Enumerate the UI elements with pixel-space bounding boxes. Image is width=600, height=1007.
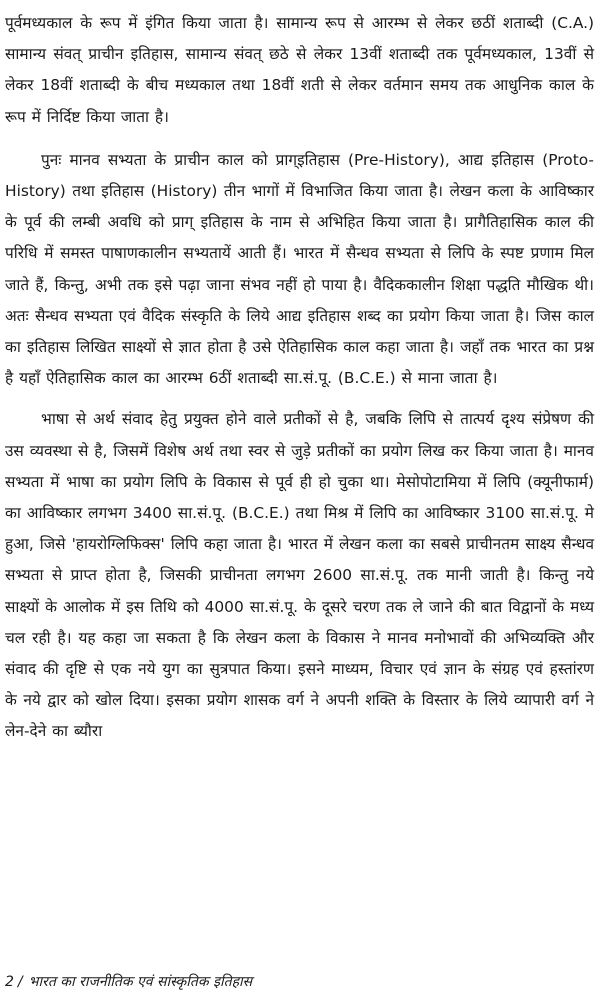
page-footer: [5, 968, 252, 996]
page-number: 2: [5, 974, 14, 990]
running-title: भारत का राजनीतिक एवं सांस्कृतिक इतिहास: [28, 974, 253, 990]
paragraph-prehistory: पुनः मानव सभ्यता के प्राचीन काल को प्राग्इतिहास (Pre-History), आद्य इतिहास (Proto-History) तथा इतिहास (History) तीन भागों में विभाजित किया जाता है। लेखन कला के आविष्कार के पूर्व की लम्बी अवधि को प्राग् इतिहास के नाम से अभिहित किया जाता है। प्रागैतिहासिक काल की परिधि में समस्त पाषाणकालीन सभ्यतायें आती हैं। भारत में सैन्धव सभ्यता से लिपि के स्पष्ट प्रणाम मिल जाते हैं, किन्तु, अभी तक इसे पढ़ा जाना संभव नहीं हो पाया है। वैदिककालीन शिक्षा पद्धति मौखिक थी। अतः सैन्धव सभ्यता एवं वैदिक संस्कृति के लिये आद्य इतिहास शब्द का प्रयोग किया जाता है। जिस काल का इतिहास लिखित साक्ष्यों से ज्ञात होता है उसे ऐतिहासिक काल कहा जाता है। जहाँ तक भारत का प्रश्न है यहाँ ऐतिहासिक काल का आरम्भ 6ठीं शताब्दी सा.सं.पू. (B.C.E.) से माना जाता है।: [5, 150, 594, 388]
footer-separator: /: [17, 974, 23, 990]
paragraph-language-script: भाषा से अर्थ संवाद हेतु प्रयुक्त होने वाले प्रतीकों से है, जबकि लिपि से तात्पर्य दृश्य संप्रेषण की उस व्यवस्था से है, जिसमें विशेष अर्थ तथा स्वर से जुड़े प्रतीकों का प्रयोग लिख कर किया जाता है। मानव सभ्यता में भाषा का प्रयोग लिपि के विकास से पूर्व ही हो चुका था। मेसोपोटामिया में लिपि (क्यूनीफार्म) का आविष्कार लगभग 3400 सा.सं.पू. (B.C.E.) तथा मिश्र में लिपि का आविष्कार 3100 सा.सं.पू. मे हुआ, जिसे 'हायरोग्लिफिक्स' लिपि कहा जाता है। भारत में लेखन कला का सबसे प्राचीनतम साक्ष्य सैन्धव सभ्यता से प्राप्त होता है, जिसकी प्राचीनता लगभग 2600 सा.सं.पू. तक मानी जाती है। किन्तु नये साक्ष्यों के आलोक में इस तिथि को 4000 सा.सं.पू. के दूसरे चरण तक ले जाने की बात विद्वानों के मध्य चल रही है। यह कहा जा सकता है कि लेखन कला के विकास ने मानव मनोभावों की अभिव्यक्ति और संवाद की दृष्टि से एक नये युग का सुत्रपात किया। इसने माध्यम, विचार एवं ज्ञान के संग्रह एवं हस्तांरण के नये द्वार को खोल दिया। इसका प्रयोग शासक वर्ग ने अपनी शक्ति के विस्तार के लिये व्यापारी वर्ग ने लेन-देने का ब्यौरा: [5, 410, 594, 741]
page-body: [5, 8, 594, 748]
paragraph-periodization: पूर्वमध्यकाल के रूप में इंगित किया जाता है। सामान्य रूप से आरम्भ से लेकर छठीं शताब्दी (C.A.) सामान्य संवत् प्राचीन इतिहास, सामान्य संवत् छठे से लेकर 13वीं शताब्दी तक पूर्वमध्यकाल, 13वीं से लेकर 18वीं शताब्दी के बीच मध्यकाल तथा 18वीं शती से लेकर वर्तमान समय तक आधुनिक काल के रूप में निर्दिष्ट किया जाता है।: [5, 14, 594, 126]
